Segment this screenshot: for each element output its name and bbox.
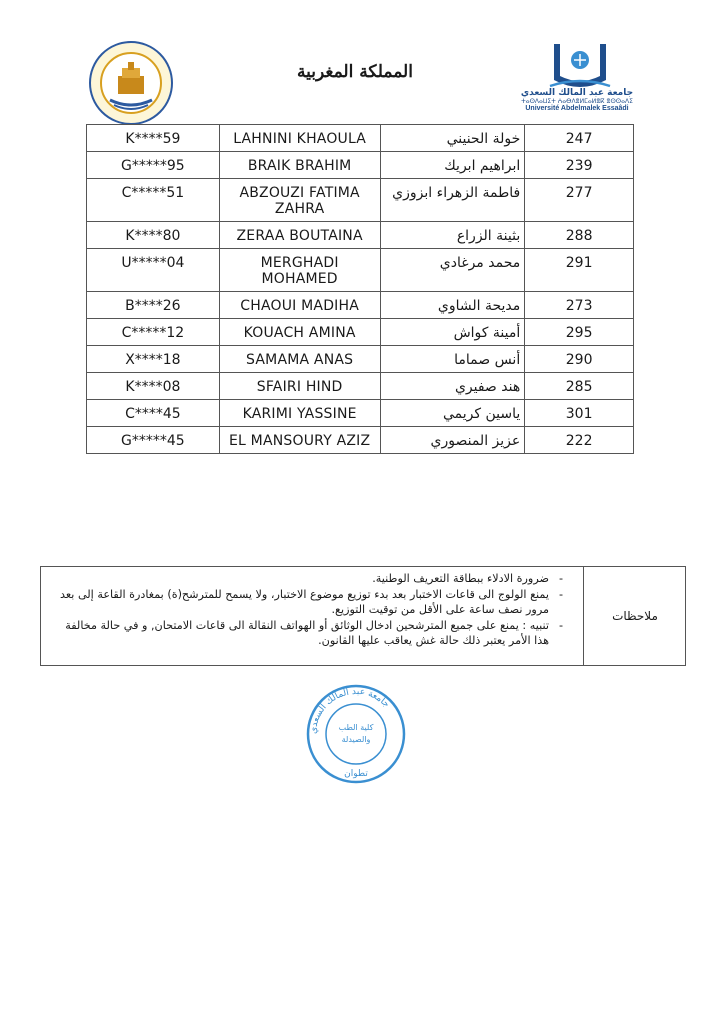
table-row — [87, 319, 634, 346]
row-number: 295 — [525, 319, 634, 346]
name-latin: BRAIK BRAHIM — [219, 152, 380, 179]
name-latin: ZERAA BOUTAINA — [219, 222, 380, 249]
note-item: - تنبيه : يمنع على جميع المترشحين ادخال الوثائق أو الهواتف النقالة الى قاعات الامتحان, و في حالة مخالفة هذا الأمر يعتبر ذلك حالة غش يعاقب عليها القانون. — [65, 618, 564, 647]
name-latin: CHAOUI MADIHA — [219, 292, 380, 319]
row-number: 290 — [525, 346, 634, 373]
name-arabic: أمينة كواش — [380, 319, 525, 346]
university-name-ar: جامعة عبد المالك السعدي — [520, 88, 634, 98]
name-arabic: هند صفيري — [380, 373, 525, 400]
table-row — [87, 373, 634, 400]
candidate-id: U*****04 — [87, 249, 220, 292]
name-arabic: فاطمة الزهراء ابزوزي — [380, 179, 525, 222]
svg-text:جامعة عبد المالك السعدي: جامعة عبد المالك السعدي — [308, 686, 392, 735]
table-row — [87, 346, 634, 373]
candidate-id: G*****45 — [87, 427, 220, 454]
name-latin: SFAIRI HIND — [219, 373, 380, 400]
row-number: 277 — [525, 179, 634, 222]
candidate-id: C****45 — [87, 400, 220, 427]
page-title: المملكة المغربية — [297, 62, 413, 82]
name-latin: ABZOUZI FATIMA ZAHRA — [219, 179, 380, 222]
name-arabic: محمد مرغادي — [380, 249, 525, 292]
name-arabic: خولة الحنيني — [380, 125, 525, 152]
name-arabic: مديحة الشاوي — [380, 292, 525, 319]
candidates-table — [86, 124, 634, 454]
table-row — [87, 222, 634, 249]
candidate-id: K****80 — [87, 222, 220, 249]
notes-label: ملاحظات — [612, 609, 658, 623]
candidate-id: G*****95 — [87, 152, 220, 179]
candidate-id: K****59 — [87, 125, 220, 152]
row-number: 291 — [525, 249, 634, 292]
row-number: 301 — [525, 400, 634, 427]
candidate-id: B****26 — [87, 292, 220, 319]
notes-list — [41, 567, 584, 665]
name-latin: KARIMI YASSINE — [219, 400, 380, 427]
name-arabic: عزيز المنصوري — [380, 427, 525, 454]
notes-box — [40, 566, 686, 666]
table-row — [87, 152, 634, 179]
name-latin: LAHNINI KHAOULA — [219, 125, 380, 152]
table-row — [87, 125, 634, 152]
row-number: 273 — [525, 292, 634, 319]
official-stamp — [300, 682, 412, 786]
row-number: 222 — [525, 427, 634, 454]
candidate-id: X****18 — [87, 346, 220, 373]
table-row — [87, 400, 634, 427]
name-arabic: بثينة الزراع — [380, 222, 525, 249]
row-number: 285 — [525, 373, 634, 400]
note-item: - يمنع الولوج الى قاعات الاختبار بعد بدء توزيع موضوع الاختبار، ولا يسمح للمترشح(ة) بمغادرة القاعة إلى بعد مرور نصف ساعة على الأقل من توقيت التوزيع. — [60, 587, 564, 616]
faculty-logo — [88, 40, 174, 126]
name-latin: EL MANSOURY AZIZ — [219, 427, 380, 454]
name-latin: KOUACH AMINA — [219, 319, 380, 346]
university-name-fr: Université Abdelmalek Essaâdi — [525, 105, 629, 112]
table-row — [87, 249, 634, 292]
svg-text:كلية الطب: كلية الطب — [338, 723, 374, 732]
row-number: 247 — [525, 125, 634, 152]
table-row — [87, 427, 634, 454]
name-arabic: ابراهيم ابريك — [380, 152, 525, 179]
university-name-block — [512, 88, 642, 112]
candidate-id: K****08 — [87, 373, 220, 400]
candidate-id: C*****51 — [87, 179, 220, 222]
table-row — [87, 179, 634, 222]
svg-text:والصيدلة: والصيدلة — [341, 735, 371, 744]
name-latin: SAMAMA ANAS — [219, 346, 380, 373]
table-row — [87, 292, 634, 319]
svg-text:تطوان: تطوان — [344, 769, 368, 779]
note-item: - ضرورة الادلاء ببطاقة التعريف الوطنية. — [372, 572, 564, 585]
university-name-tifinagh: ⵜⴰⵙⴷⴰⵡⵉⵜ ⵄⴰⴱⴷⴻⵍⵎⴰⵍⴻⴽ ⴻⵙⵙⴰⴷⵉ — [521, 98, 633, 105]
name-arabic: ياسين كريمي — [380, 400, 525, 427]
row-number: 239 — [525, 152, 634, 179]
candidate-id: C*****12 — [87, 319, 220, 346]
name-arabic: أنس صماما — [380, 346, 525, 373]
row-number: 288 — [525, 222, 634, 249]
name-latin: MERGHADI MOHAMED — [219, 249, 380, 292]
